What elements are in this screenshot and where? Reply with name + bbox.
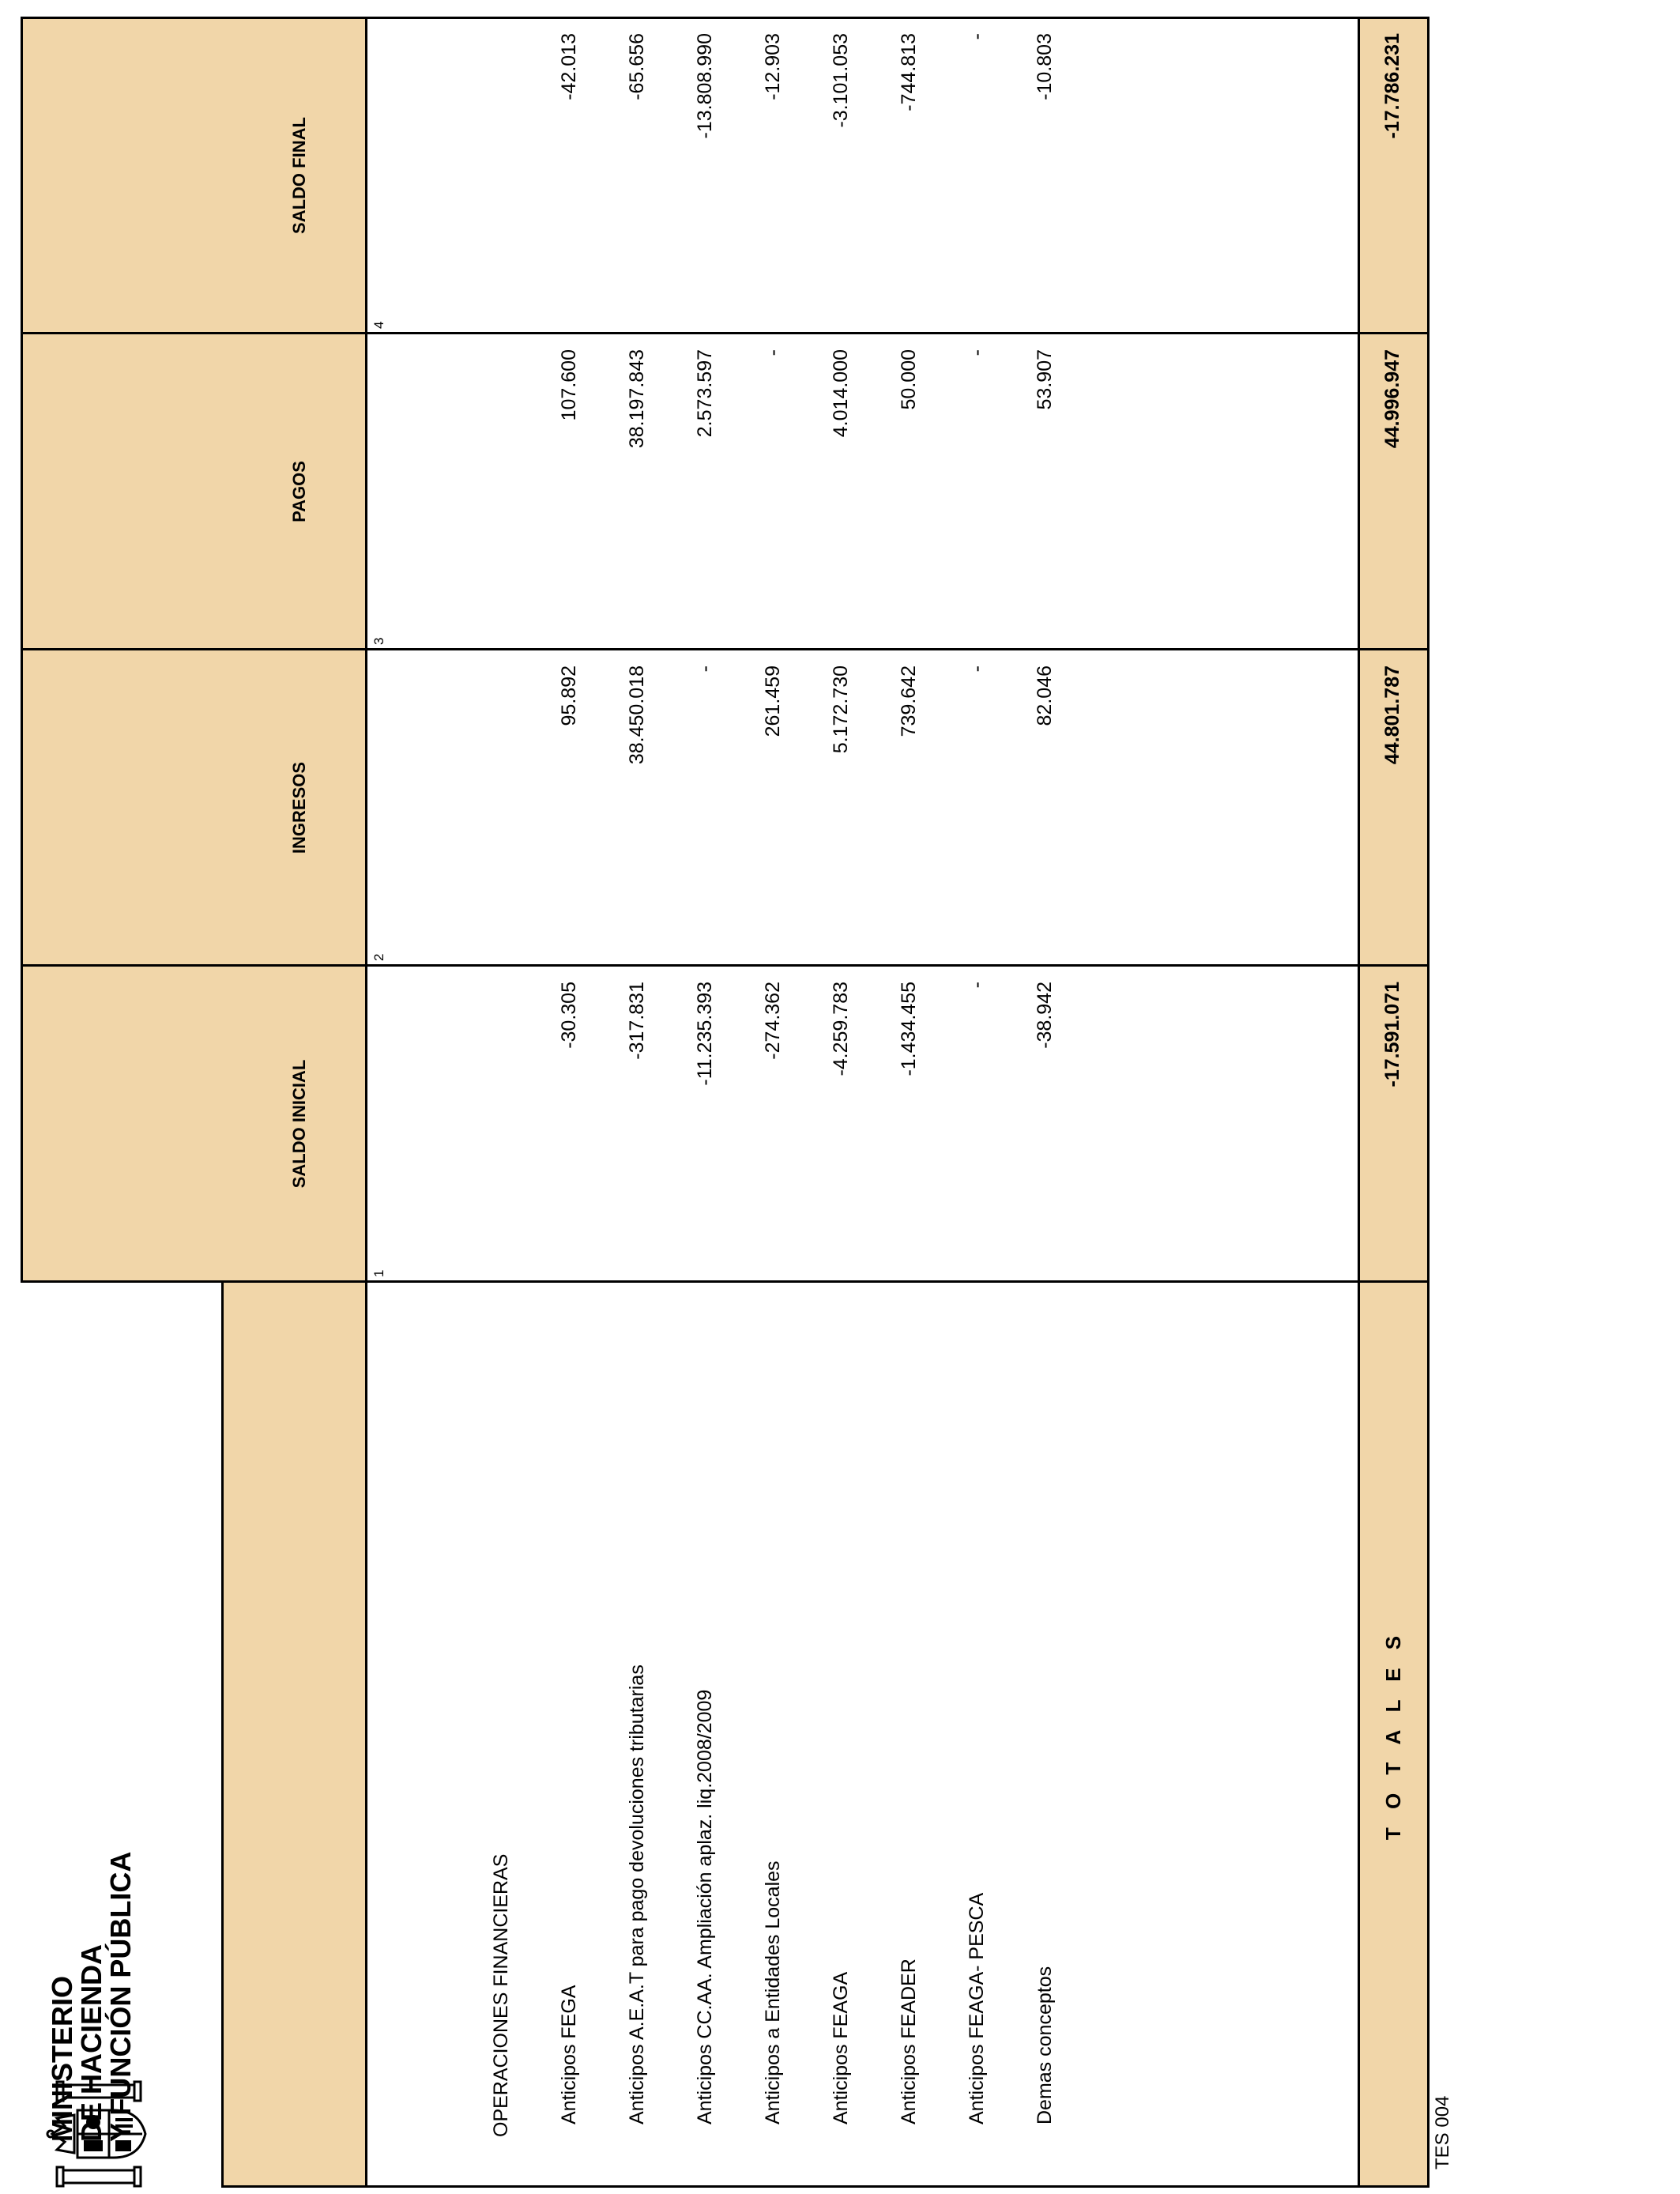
row-label: Anticipos a Entidades Locales xyxy=(762,1860,784,2124)
cell-pagos: 4.014.000 xyxy=(830,349,852,438)
cell-saldo-final: -13.808.990 xyxy=(694,33,716,139)
cell-saldo-final: -42.013 xyxy=(558,33,580,100)
column-number: 1 xyxy=(371,1269,386,1277)
column-number: 2 xyxy=(371,953,386,961)
cell-saldo-final: -3.101.053 xyxy=(830,33,852,128)
column-header-pagos: PAGOS xyxy=(289,461,309,522)
row-label: Anticipos FEAGA- PESCA xyxy=(966,1892,988,2124)
column-header-ingresos: INGRESOS xyxy=(289,761,309,854)
column-divider xyxy=(21,964,1429,967)
cell-ingresos: 739.642 xyxy=(898,665,920,737)
cell-saldo-inicial: -4.259.783 xyxy=(830,982,852,1076)
cell-ingresos: 95.892 xyxy=(558,665,580,726)
column-divider xyxy=(21,1280,1429,1283)
cell-saldo-inicial: -317.831 xyxy=(626,982,648,1060)
row-label: Anticipos CC.AA. Ampliación aplaz. liq.2008/2009 xyxy=(694,1689,716,2124)
column-number: 3 xyxy=(371,637,386,645)
column-header-saldo-inicial: SALDO INICIAL xyxy=(289,1059,309,1189)
totals-label: T O T A L E S xyxy=(1381,1629,1405,1841)
cell-saldo-final: -10.803 xyxy=(1034,33,1056,100)
cell-ingresos: 38.450.018 xyxy=(626,665,648,765)
cell-ingresos: 261.459 xyxy=(762,665,784,737)
cell-saldo-inicial: -11.235.393 xyxy=(694,982,716,1086)
cell-pagos: - xyxy=(762,349,784,356)
cell-ingresos: 82.046 xyxy=(1034,665,1056,726)
row-label: Anticipos FEGA xyxy=(558,1985,580,2124)
cell-ingresos: 5.172.730 xyxy=(830,665,852,754)
cell-saldo-inicial: -1.434.455 xyxy=(898,982,920,1076)
ministry-line: Y FUNCIÓN PÚBLICA xyxy=(104,1851,137,2142)
cell-saldo-inicial: -38.942 xyxy=(1034,982,1056,1049)
column-divider xyxy=(21,648,1429,650)
total-pagos: 44.996.947 xyxy=(1381,349,1403,449)
table-border-bottom xyxy=(1427,17,1430,2188)
cell-saldo-inicial: -30.305 xyxy=(558,982,580,1049)
cell-saldo-inicial: -274.362 xyxy=(762,982,784,1060)
cell-ingresos: - xyxy=(694,665,716,673)
row-label: Anticipos FEADER xyxy=(898,1958,920,2124)
row-label: Anticipos FEAGA xyxy=(830,1971,852,2124)
cell-saldo-final: - xyxy=(966,33,988,40)
cell-pagos: 38.197.843 xyxy=(626,349,648,449)
table-border-top-concept xyxy=(221,1282,224,2188)
ministry-name xyxy=(47,1852,135,2142)
cell-pagos: 107.600 xyxy=(558,349,580,421)
cell-saldo-final: -744.813 xyxy=(898,33,920,111)
ministry-line: DE HACIENDA xyxy=(75,1943,107,2142)
form-code: TES 004 xyxy=(1432,2095,1453,2169)
column-divider xyxy=(21,332,1429,334)
cell-saldo-final: -65.656 xyxy=(626,33,648,100)
total-ingresos: 44.801.787 xyxy=(1381,665,1403,765)
total-saldo-inicial: -17.591.071 xyxy=(1381,982,1403,1088)
row-label: Anticipos A.E.A.T para pago devoluciones tributarias xyxy=(626,1664,648,2124)
section-title: OPERACIONES FINANCIERAS xyxy=(490,1853,512,2137)
concept-header-cell xyxy=(221,1282,367,2188)
totals-top-line xyxy=(1358,17,1360,2188)
cell-pagos: - xyxy=(966,349,988,356)
row-label: Demas conceptos xyxy=(1034,1966,1056,2124)
table-border-right xyxy=(21,17,1429,19)
cell-pagos: 53.907 xyxy=(1034,349,1056,410)
table-border-left xyxy=(221,2185,1429,2188)
header-bottom-line xyxy=(365,17,367,2188)
cell-pagos: 2.573.597 xyxy=(694,349,716,438)
total-saldo-final: -17.786.231 xyxy=(1381,33,1403,139)
column-number: 4 xyxy=(371,321,386,329)
cell-saldo-inicial: - xyxy=(966,982,988,989)
cell-saldo-final: -12.903 xyxy=(762,33,784,100)
cell-pagos: 50.000 xyxy=(898,349,920,410)
column-header-saldo-final: SALDO FINAL xyxy=(289,117,309,234)
ministry-line: MINISTERIO xyxy=(46,1975,78,2142)
cell-ingresos: - xyxy=(966,665,988,673)
